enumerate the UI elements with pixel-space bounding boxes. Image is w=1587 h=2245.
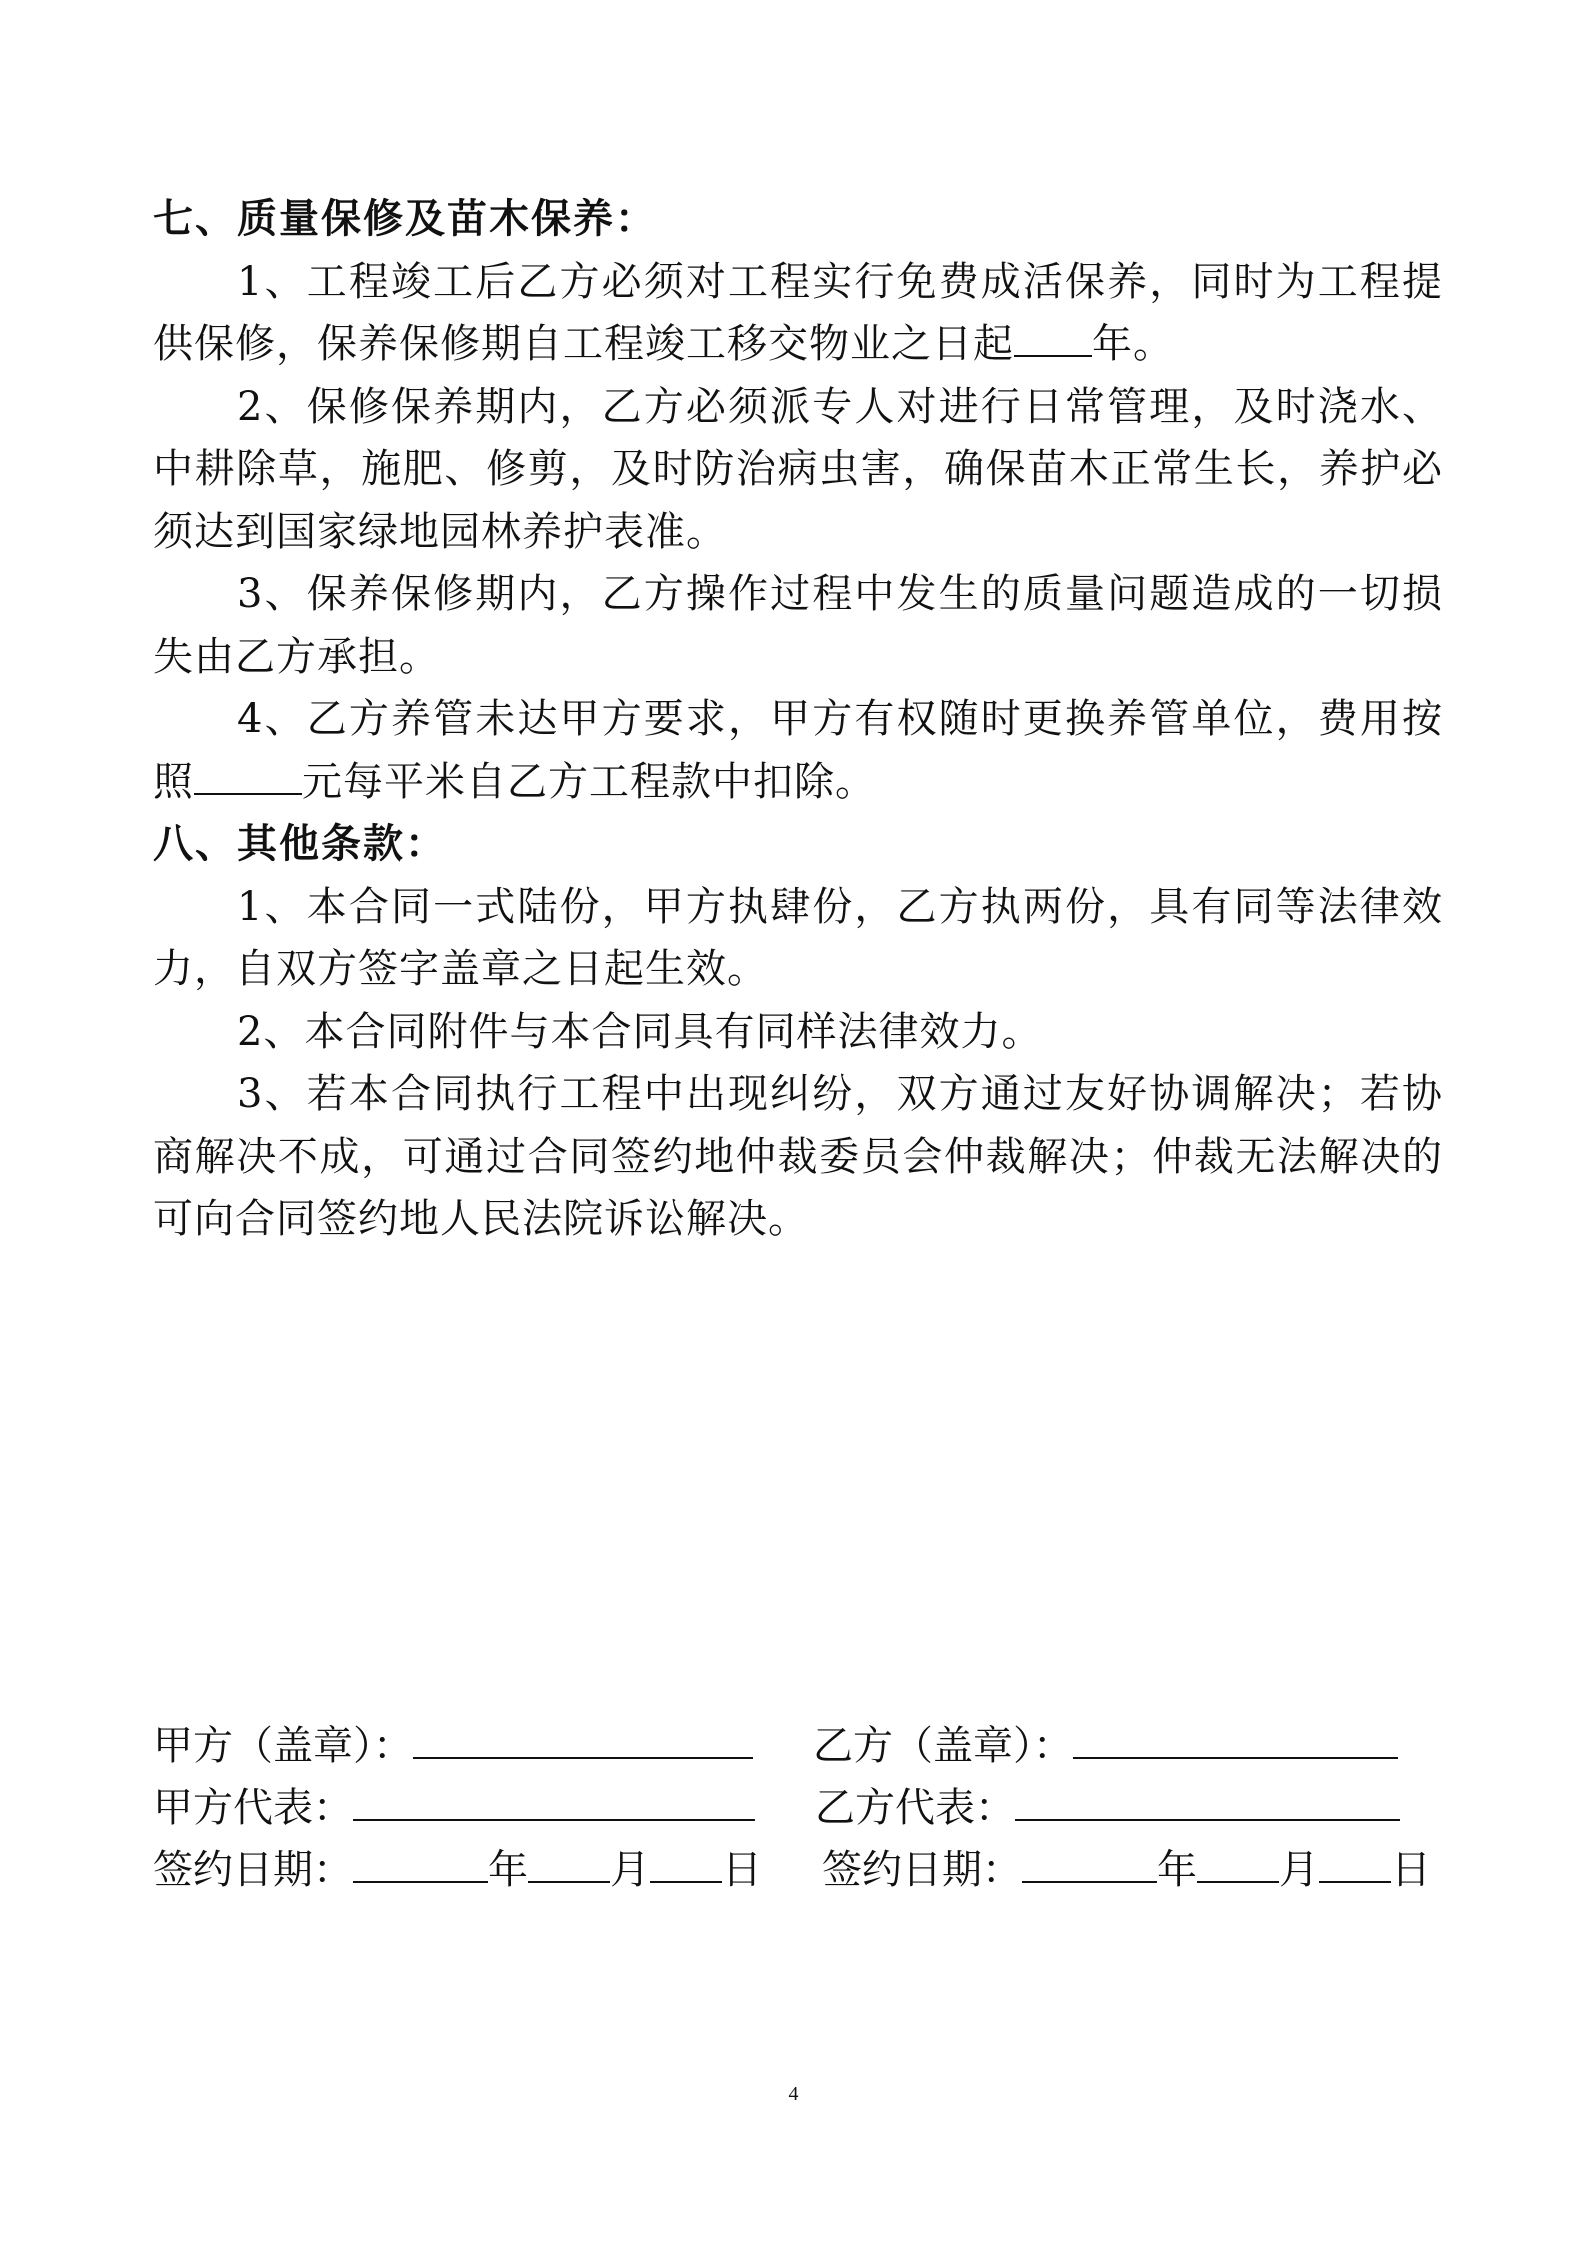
section-7-item-1-suffix: 年。 [1092, 321, 1174, 367]
party-a-rep-line [353, 1783, 755, 1821]
party-b-rep-line [1015, 1783, 1400, 1821]
party-a-seal-label: 甲方（盖章）： [153, 1723, 413, 1769]
party-a-seal [153, 1715, 753, 1777]
section-8-item-2: 2、本合同附件与本合同具有同样法律效力。 [237, 1008, 1043, 1055]
party-b-seal-line [1073, 1721, 1398, 1759]
party-b-date-label: 签约日期： [822, 1847, 1022, 1893]
date-row [153, 1839, 1443, 1901]
representative-row [153, 1777, 1443, 1839]
section-7-item-1 [153, 251, 1443, 376]
party-a-rep-label: 甲方代表： [153, 1785, 353, 1831]
party-b-seal-label: 乙方（盖章）： [813, 1723, 1073, 1769]
party-a-seal-line [413, 1721, 753, 1759]
section-7-item-4-suffix: 元每平米自乙方工程款中扣除。 [302, 758, 876, 805]
section-8-item-3: 3、若本合同执行工程中出现纠纷，双方通过友好协调解决；若协商解决不成，可通过合同签约地仲裁委员会仲裁解决；仲裁无法解决的可向合同签约地人民法院诉讼解决。 [153, 1071, 1443, 1242]
fee-per-sqm-blank [194, 753, 302, 795]
section-7-item-1-text: 1、工程竣工后乙方必须对工程实行免费成活保养，同时为工程提供保修，保养保修期自工程竣工移交物业之日起 [153, 258, 1443, 367]
page-number: 4 [788, 2083, 799, 2105]
party-a-date-label: 签约日期： [153, 1847, 353, 1893]
party-a-year-line [353, 1845, 488, 1883]
section-7-item-4 [153, 688, 1443, 813]
warranty-years-blank [1014, 315, 1092, 357]
party-b-date [822, 1839, 1443, 1901]
party-b-month-label: 月 [1279, 1847, 1319, 1893]
party-a-rep [153, 1777, 755, 1839]
party-b-day-line [1319, 1845, 1391, 1883]
party-b-rep-label: 乙方代表： [815, 1785, 1015, 1831]
section-7-item-4-text: 4、乙方养管未达甲方要求，甲方有权随时更换养管单位，费用按照 [153, 696, 1443, 805]
party-a-month-label: 月 [610, 1847, 650, 1893]
party-a-month-line [528, 1845, 610, 1883]
party-a-year-label: 年 [488, 1847, 528, 1893]
party-b-rep [815, 1777, 1443, 1839]
party-a-date [153, 1839, 762, 1901]
contract-body [153, 188, 1443, 1251]
section-7-heading: 七、质量保修及苗木保养： [153, 195, 657, 242]
party-a-day-label: 日 [722, 1847, 762, 1893]
seal-row [153, 1715, 1443, 1777]
section-7-item-3: 3、保养保修期内，乙方操作过程中发生的质量问题造成的一切损失由乙方承担。 [153, 571, 1443, 680]
section-8-heading: 八、其他条款： [153, 820, 447, 867]
party-a-day-line [650, 1845, 722, 1883]
section-7-item-2: 2、保修保养期内，乙方必须派专人对进行日常管理，及时浇水、中耕除草，施肥、修剪，及时防治病虫害，确保苗木正常生长，养护必须达到国家绿地园林养护表准。 [153, 383, 1443, 555]
party-b-year-line [1022, 1845, 1157, 1883]
party-b-year-label: 年 [1157, 1847, 1197, 1893]
party-b-seal [813, 1715, 1443, 1777]
section-8-item-1: 1、本合同一式陆份，甲方执肆份，乙方执两份，具有同等法律效力，自双方签字盖章之日起生效。 [153, 883, 1443, 992]
party-b-month-line [1197, 1845, 1279, 1883]
party-b-day-label: 日 [1391, 1847, 1431, 1893]
signature-block [153, 1715, 1443, 1901]
